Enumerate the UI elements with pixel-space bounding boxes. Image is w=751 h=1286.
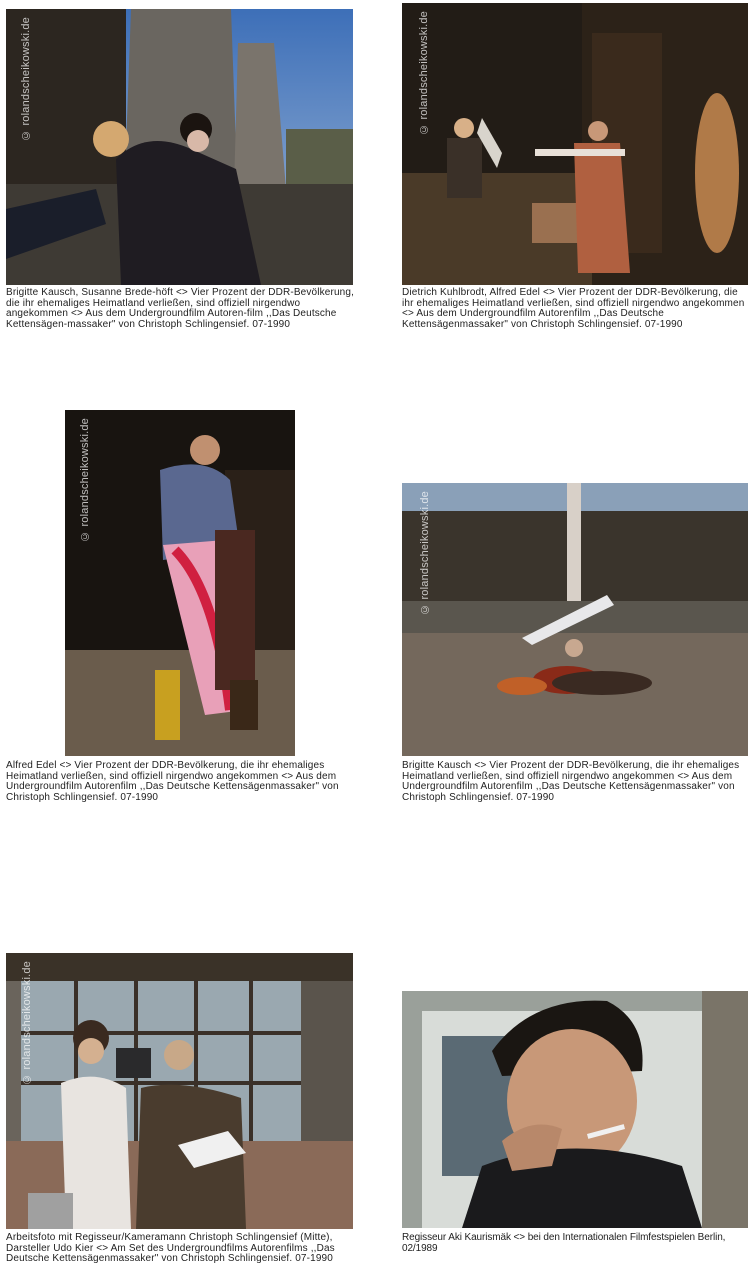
photo-6-image — [402, 991, 748, 1228]
photo-image[interactable] — [6, 9, 353, 285]
photo-3-image — [65, 410, 295, 756]
photo-4-image — [402, 483, 748, 756]
photo-image[interactable] — [402, 3, 748, 285]
watermark: © rolandscheikowski.de — [21, 961, 33, 1086]
photo-caption: Arbeitsfoto mit Regisseur/Kameramann Christoph Schlingensief (Mitte), Darsteller Udo Kier <> Am Set des Undergroundfilms Autorenfilms ,,Das Deutsche Kettensägenmassaker" von Christoph Schlingensief. 07-1990 — [6, 1232, 335, 1264]
photo-image[interactable] — [6, 953, 353, 1229]
watermark: © rolandscheikowski.de — [418, 11, 430, 136]
photo-5-image — [6, 953, 353, 1229]
photo-caption: Brigitte Kausch, Susanne Brede-höft <> Vier Prozent der DDR-Bevölkerung, die ihr ehemaliges Heimatland verließen, sind offiziell nirgendwo angekommen <> Aus dem Undergroundfilm Autoren-film ,,Das Deutsche Kettensägen-massaker" von Christoph Schlingensief. 07-1990 — [6, 287, 355, 330]
photo-1-image — [6, 9, 353, 285]
photo-caption: Brigitte Kausch <> Vier Prozent der DDR-Bevölkerung, die ihr ehemaliges Heimatland verließen, sind offiziell nirgendwo angekommen <> Aus dem Undergroundfilm Autorenfilm ,,Das Deutsche Kettensägenmassaker" von Christoph Schlingensief. 07-1990 — [402, 760, 740, 803]
photo-caption: Regisseur Aki Kaurismäk <> bei den Internationalen Filmfestspielen Berlin, 02/1989 — [402, 1232, 726, 1254]
photo-caption: Dietrich Kuhlbrodt, Alfred Edel <> Vier Prozent der DDR-Bevölkerung, die ihr ehemaliges Heimatland verließen, sind offiziell nirgendwo angekommen <> Aus dem Undergroundfilm Autorenfilm ,,Das Deutsche Kettensägenmassaker" von Christoph Schlingensief. 07-1990 — [402, 287, 745, 330]
photo-image[interactable] — [402, 483, 748, 756]
watermark: © rolandscheikowski.de — [419, 491, 431, 616]
photo-2-image — [402, 3, 748, 285]
photo-image[interactable] — [65, 410, 295, 756]
watermark: © rolandscheikowski.de — [20, 17, 32, 142]
photo-caption: Alfred Edel <> Vier Prozent der DDR-Bevölkerung, die ihr ehemaliges Heimatland verließen, sind offiziell nirgendwo angekommen <> Aus dem Undergroundfilm Autorenfilm ,,Das Deutsche Kettensägenmassaker" von Christoph Schlingensief. 07-1990 — [6, 760, 339, 803]
photo-image[interactable] — [402, 991, 748, 1228]
watermark: © rolandscheikowski.de — [79, 418, 91, 543]
